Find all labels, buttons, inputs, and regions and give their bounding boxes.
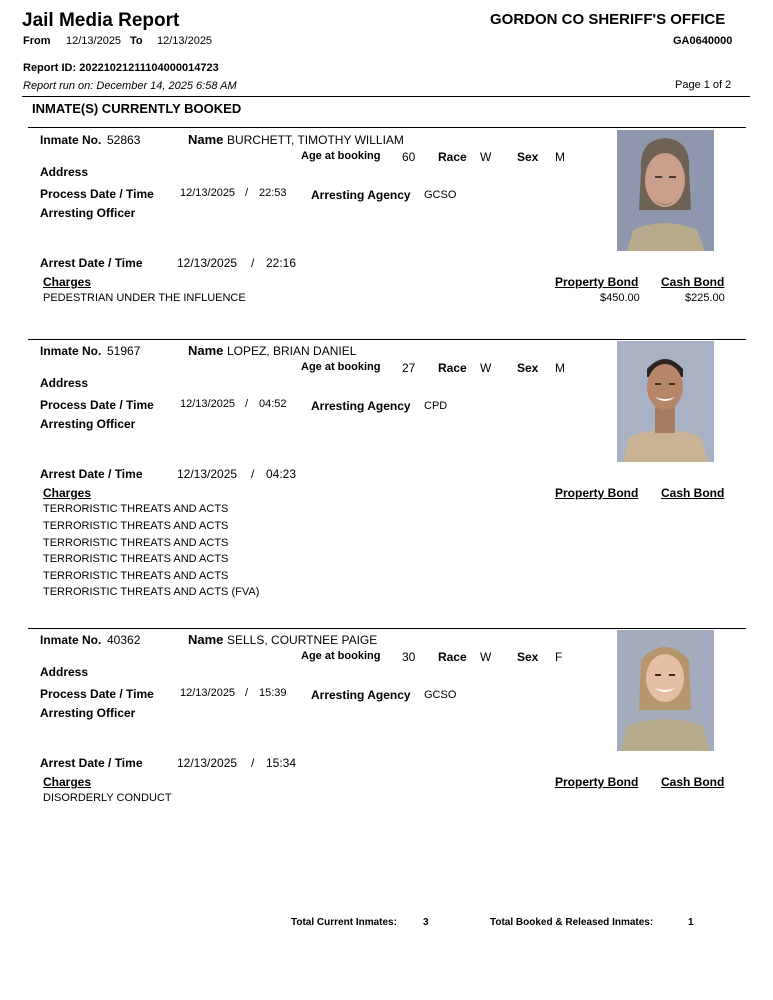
total-released-label: Total Booked & Released Inmates:	[490, 917, 654, 928]
process-date: 12/13/2025	[180, 187, 236, 199]
sex-label: Sex	[517, 150, 539, 164]
header-divider	[22, 96, 750, 97]
process-sep: /	[245, 687, 249, 699]
process-time: 04:52	[259, 398, 287, 410]
property-bond-label: Property Bond	[555, 486, 639, 500]
process-sep: /	[245, 187, 249, 199]
process-time: 15:39	[259, 687, 287, 699]
arrest-time: 15:34	[266, 756, 297, 770]
charge-item: TERRORISTIC THREATS AND ACTS	[43, 503, 229, 515]
race-value: W	[480, 361, 492, 375]
officer-label: Arresting Officer	[40, 706, 136, 720]
report-title: Jail Media Report	[22, 10, 180, 31]
arrest-label: Arrest Date / Time	[40, 467, 143, 481]
charge-item: TERRORISTIC THREATS AND ACTS	[43, 553, 229, 565]
charge-item: TERRORISTIC THREATS AND ACTS	[43, 537, 229, 549]
inmate-no: 40362	[107, 633, 141, 647]
inmate-name: BURCHETT, TIMOTHY WILLIAM	[227, 133, 404, 147]
cash-bond-value: $225.00	[685, 292, 725, 304]
process-label: Process Date / Time	[40, 398, 154, 412]
age-label: Age at booking	[301, 361, 381, 373]
arrest-time: 22:16	[266, 256, 297, 270]
agency-label: Arresting Agency	[311, 399, 411, 413]
sex-label: Sex	[517, 361, 539, 375]
section-title: INMATE(S) CURRENTLY BOOKED	[32, 101, 242, 116]
charge-item: TERRORISTIC THREATS AND ACTS	[43, 520, 229, 532]
total-released-value: 1	[688, 917, 694, 928]
arrest-sep: /	[251, 256, 255, 270]
process-time: 22:53	[259, 187, 287, 199]
agency-code: GA0640000	[673, 35, 733, 47]
age-value: 60	[402, 150, 416, 164]
inmate-no-label: Inmate No.	[40, 633, 102, 647]
to-label: To	[130, 35, 143, 47]
process-date: 12/13/2025	[180, 687, 236, 699]
from-label: From	[23, 35, 51, 47]
mugshot-photo	[617, 341, 714, 462]
name-label: Name	[188, 132, 224, 147]
inmate-name: SELLS, COURTNEE PAIGE	[227, 633, 378, 647]
agency-label: Arresting Agency	[311, 188, 411, 202]
mugshot-photo	[617, 630, 714, 751]
charge-item: TERRORISTIC THREATS AND ACTS (FVA)	[43, 586, 260, 598]
arrest-sep: /	[251, 756, 255, 770]
process-sep: /	[245, 398, 249, 410]
arrest-sep: /	[251, 467, 255, 481]
sex-value: M	[555, 150, 565, 164]
charge-item: DISORDERLY CONDUCT	[43, 792, 172, 804]
officer-label: Arresting Officer	[40, 417, 136, 431]
sex-value: F	[555, 650, 563, 664]
agency-name: GORDON CO SHERIFF'S OFFICE	[490, 11, 726, 28]
record-divider	[28, 339, 746, 340]
charges-label: Charges	[43, 775, 92, 789]
agency-label: Arresting Agency	[311, 688, 411, 702]
age-value: 30	[402, 650, 416, 664]
agency-value: GCSO	[424, 189, 457, 201]
agency-value: CPD	[424, 400, 448, 412]
name-label: Name	[188, 343, 224, 358]
cash-bond-label: Cash Bond	[661, 775, 725, 789]
process-label: Process Date / Time	[40, 187, 154, 201]
arrest-date: 12/13/2025	[177, 256, 238, 270]
to-date: 12/13/2025	[157, 35, 213, 47]
sex-label: Sex	[517, 650, 539, 664]
race-label: Race	[438, 650, 467, 664]
arrest-label: Arrest Date / Time	[40, 756, 143, 770]
inmate-no-label: Inmate No.	[40, 133, 102, 147]
property-bond-label: Property Bond	[555, 275, 639, 289]
charges-label: Charges	[43, 486, 92, 500]
agency-value: GCSO	[424, 689, 457, 701]
property-bond-label: Property Bond	[555, 775, 639, 789]
arrest-time: 04:23	[266, 467, 297, 481]
arrest-date: 12/13/2025	[177, 756, 238, 770]
race-label: Race	[438, 361, 467, 375]
race-value: W	[480, 650, 492, 664]
charge-item: TERRORISTIC THREATS AND ACTS	[43, 570, 229, 582]
sex-value: M	[555, 361, 565, 375]
property-bond-value: $450.00	[600, 292, 640, 304]
age-label: Age at booking	[301, 150, 381, 162]
mugshot-photo	[617, 130, 714, 251]
cash-bond-label: Cash Bond	[661, 486, 725, 500]
race-label: Race	[438, 150, 467, 164]
age-label: Age at booking	[301, 650, 381, 662]
charges-label: Charges	[43, 275, 92, 289]
report-run-on: Report run on: December 14, 2025 6:58 AM	[23, 80, 237, 92]
from-date: 12/13/2025	[66, 35, 122, 47]
arrest-date: 12/13/2025	[177, 467, 238, 481]
address-label: Address	[40, 165, 89, 179]
address-label: Address	[40, 376, 89, 390]
age-value: 27	[402, 361, 416, 375]
process-label: Process Date / Time	[40, 687, 154, 701]
cash-bond-label: Cash Bond	[661, 275, 725, 289]
page-number: Page 1 of 2	[675, 79, 732, 91]
inmate-name: LOPEZ, BRIAN DANIEL	[227, 344, 357, 358]
section-divider	[28, 127, 746, 128]
name-label: Name	[188, 632, 224, 647]
total-current-value: 3	[423, 917, 429, 928]
address-label: Address	[40, 665, 89, 679]
total-current-label: Total Current Inmates:	[291, 917, 397, 928]
arrest-label: Arrest Date / Time	[40, 256, 143, 270]
process-date: 12/13/2025	[180, 398, 236, 410]
race-value: W	[480, 150, 492, 164]
inmate-no: 51967	[107, 344, 141, 358]
officer-label: Arresting Officer	[40, 206, 136, 220]
charge-item: PEDESTRIAN UNDER THE INFLUENCE	[43, 292, 246, 304]
report-id: Report ID: 20221021211104000014723	[23, 62, 219, 74]
record-divider	[28, 628, 746, 629]
inmate-no: 52863	[107, 133, 141, 147]
inmate-no-label: Inmate No.	[40, 344, 102, 358]
